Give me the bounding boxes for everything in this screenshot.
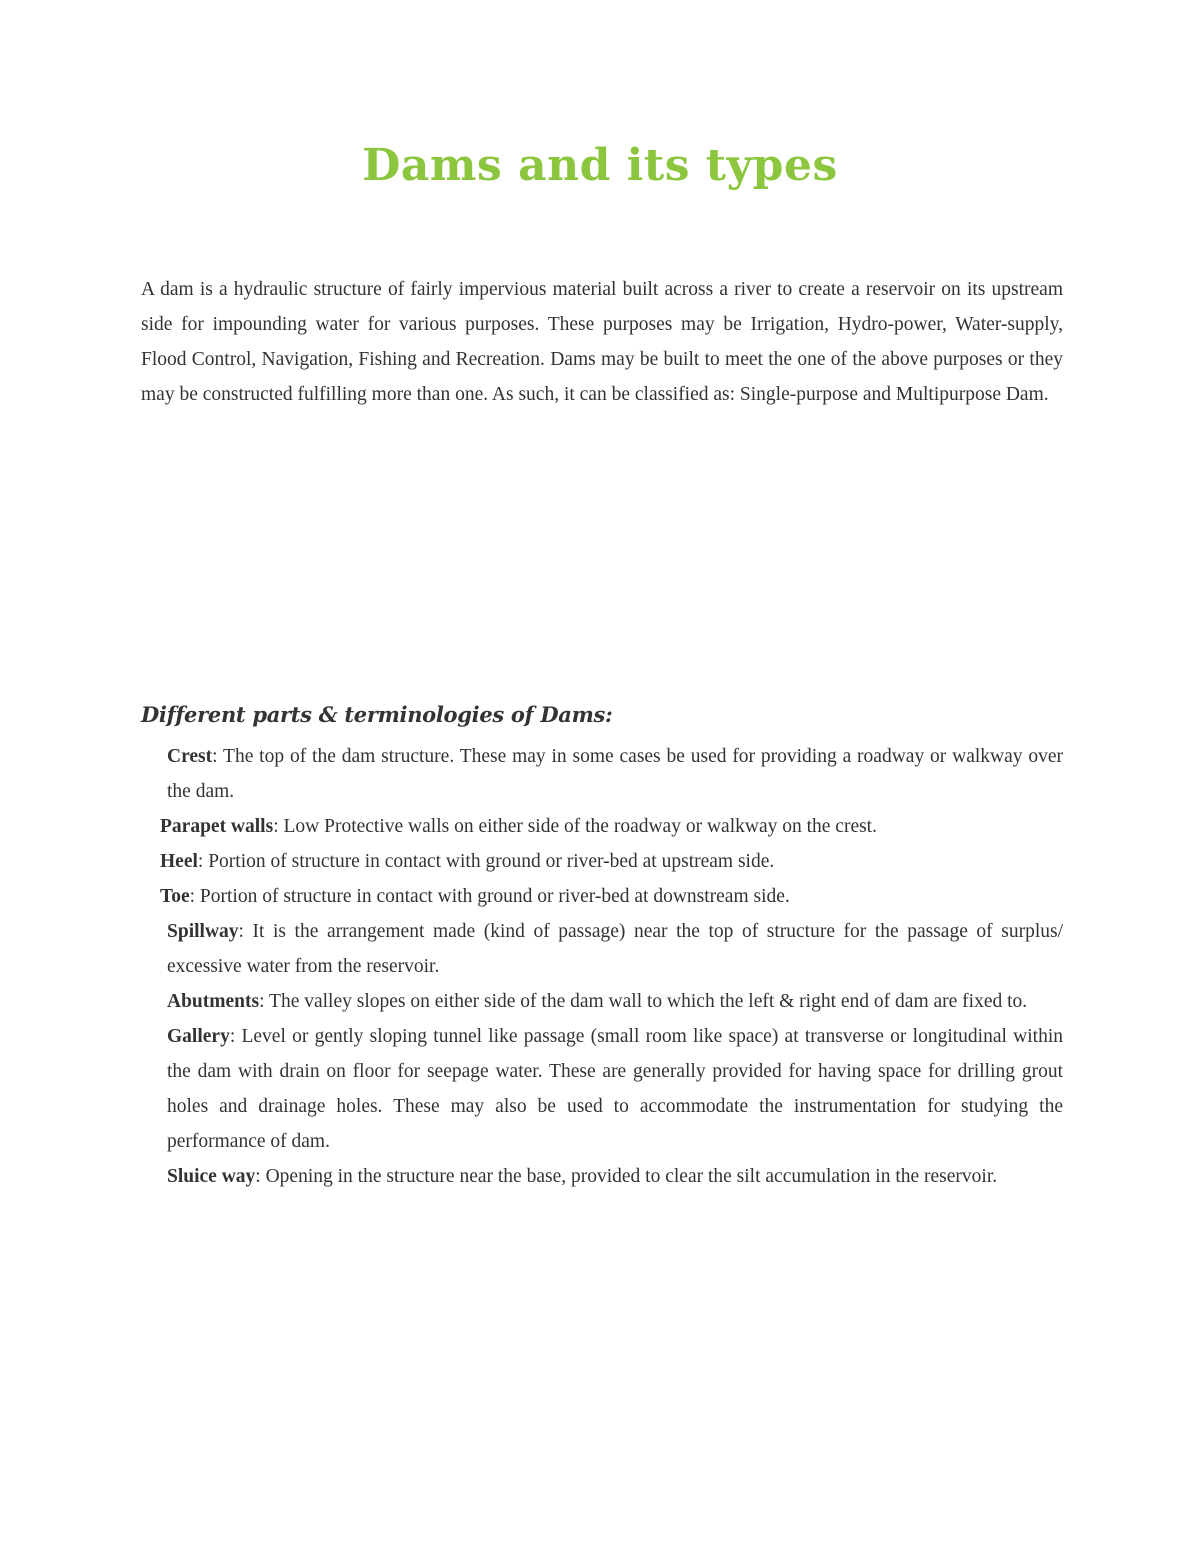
term-description: : The valley slopes on either side of the dam wall to which the left & right end of dam are fixed to. (259, 991, 1028, 1012)
section-heading: Different parts & terminologies of Dams: (141, 702, 613, 727)
terms-list (0, 739, 1200, 1194)
term-crest (167, 739, 1063, 809)
term-gallery (167, 1019, 1063, 1159)
page-title: Dams and its types (362, 140, 838, 191)
term-name: Crest (167, 746, 213, 767)
term-abutments (167, 984, 1063, 1019)
term-sluice-way (167, 1159, 1063, 1194)
term-description: : Low Protective walls on either side of the roadway or walkway on the crest. (273, 816, 877, 837)
term-parapet-walls (160, 809, 1063, 844)
term-name: Abutments (167, 991, 260, 1012)
term-name: Parapet walls (160, 816, 274, 837)
term-name: Sluice way (167, 1166, 256, 1187)
term-spillway (167, 914, 1063, 984)
term-description: : Portion of structure in contact with ground or river-bed at upstream side. (197, 851, 775, 872)
term-name: Spillway (167, 921, 239, 942)
term-description: : It is the arrangement made (kind of passage) near the top of structure for the passage of surplus/ excessive water from the reservoir. (167, 921, 1063, 977)
term-description: : Opening in the structure near the base, provided to clear the silt accumulation in the reservoir. (255, 1166, 998, 1187)
term-toe (160, 879, 1063, 914)
term-name: Heel (160, 851, 198, 872)
term-description: : The top of the dam structure. These may in some cases be used for providing a roadway or walkway over the dam. (167, 746, 1063, 802)
intro-paragraph: A dam is a hydraulic structure of fairly impervious material built across a river to create a reservoir on its upstream side for impounding water for various purposes. These purposes may be Irrigation, Hydro-power, Water-supply, Flood Control, Navigation, Fishing and Recreation. Dams may be built to meet the one of the above purposes or they may be constructed fulfilling more than one. As such, it can be classified as: Single-purpose and Multipurpose Dam. (141, 279, 1063, 405)
term-description: : Portion of structure in contact with ground or river-bed at downstream side. (189, 886, 790, 907)
term-heel (160, 844, 1063, 879)
term-name: Toe (160, 886, 190, 907)
term-description: : Level or gently sloping tunnel like passage (small room like space) at transverse or longitudinal within the dam with drain on floor for seepage water. These are generally provided for having space for drilling grout holes and drainage holes. These may also be used to accommodate the instrumentation for studying the performance of dam. (167, 1026, 1063, 1152)
term-name: Gallery (167, 1026, 230, 1047)
